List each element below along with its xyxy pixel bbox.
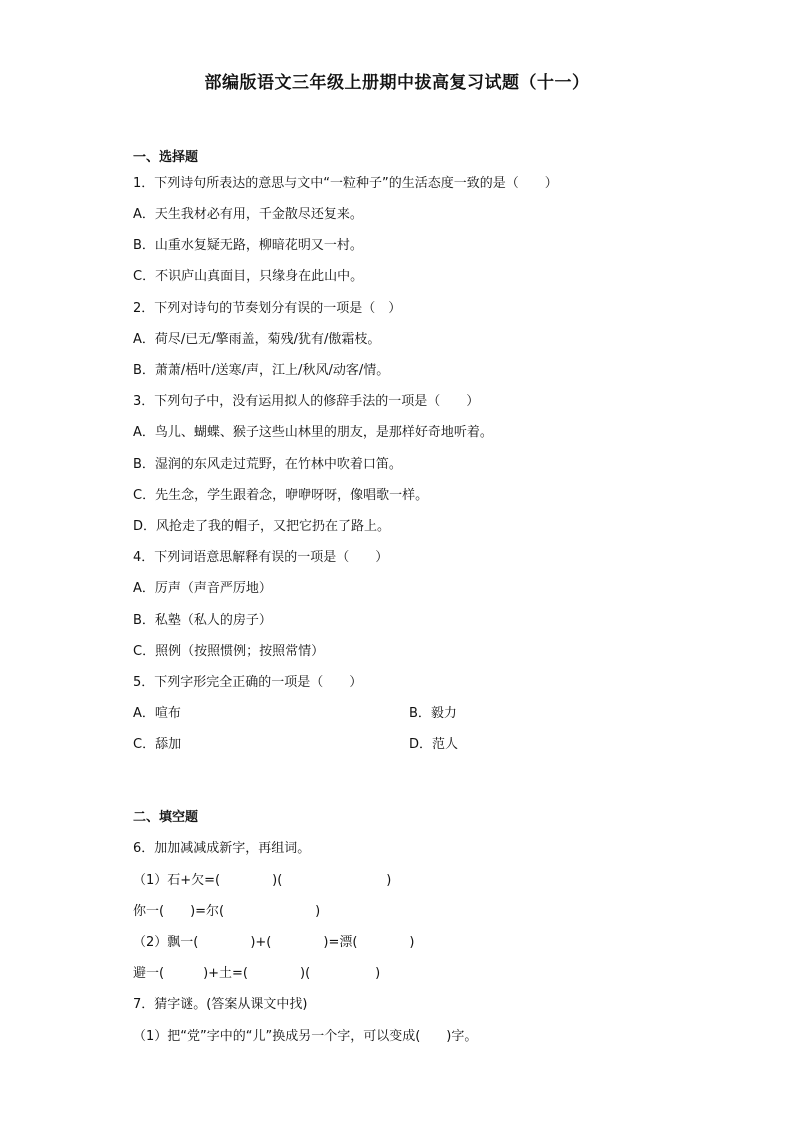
option-3d: D．风抢走了我的帽子，又把它扔在了路上。 [133,519,391,534]
question-6-line-4: 避一( )+土=( )( ) [133,966,381,981]
question-7: 7．猜字谜。(答案从课文中找) [133,997,308,1012]
page-title: 部编版语文三年级上册期中拔高复习试题（十一） [204,73,590,93]
question-3: 3．下列句子中，没有运用拟人的修辞手法的一项是（ ） [133,394,480,409]
option-3c: C．先生念，学生跟着念，咿咿呀呀，像唱歌一样。 [133,488,429,503]
option-2a: A．荷尽/已无/擎雨盖，菊残/犹有/傲霜枝。 [133,332,381,347]
option-1a: A．天生我材必有用，千金散尽还复来。 [133,207,363,222]
option-4c: C．照例（按照惯例；按照常情） [133,644,325,659]
option-2b: B．萧萧/梧叶/送寒/声，江上/秋风/动客/情。 [133,363,390,378]
question-6-line-2: 你一( )=尔( ) [133,904,321,919]
option-1b: B．山重水复疑无路，柳暗花明又一村。 [133,238,363,253]
option-5d: D．范人 [409,737,459,752]
question-6-line-3: （2）飘一( )+( )=漂( ) [133,935,415,950]
question-7-line-1: （1）把“党”字中的“儿”换成另一个字，可以变成( )字。 [133,1029,478,1044]
question-6-line-1: （1）石+欠=( )( ) [133,873,392,888]
question-6: 6．加加减减成新字，再组词。 [133,841,311,856]
section-heading-choice: 一、选择题 [133,150,199,165]
option-3b: B．湿润的东风走过荒野，在竹林中吹着口笛。 [133,457,402,472]
option-3a: A．鸟儿、蝴蝶、猴子这些山林里的朋友，是那样好奇地听着。 [133,425,493,440]
option-4a: A．厉声（声音严厉地） [133,581,272,596]
option-5a: A．喧布 [133,706,181,721]
section-heading-fill: 二、填空题 [133,810,199,825]
question-4: 4．下列词语意思解释有误的一项是（ ） [133,550,389,565]
option-5b: B．毅力 [409,706,457,721]
question-2: 2．下列对诗句的节奏划分有误的一项是（ ） [133,301,402,316]
question-5: 5．下列字形完全正确的一项是（ ） [133,675,363,690]
question-1: 1．下列诗句所表达的意思与文中“一粒种子”的生活态度一致的是（ ） [133,176,558,191]
option-4b: B．私塾（私人的房子） [133,613,272,628]
option-5c: C．舔加 [133,737,182,752]
option-1c: C．不识庐山真面目，只缘身在此山中。 [133,269,364,284]
